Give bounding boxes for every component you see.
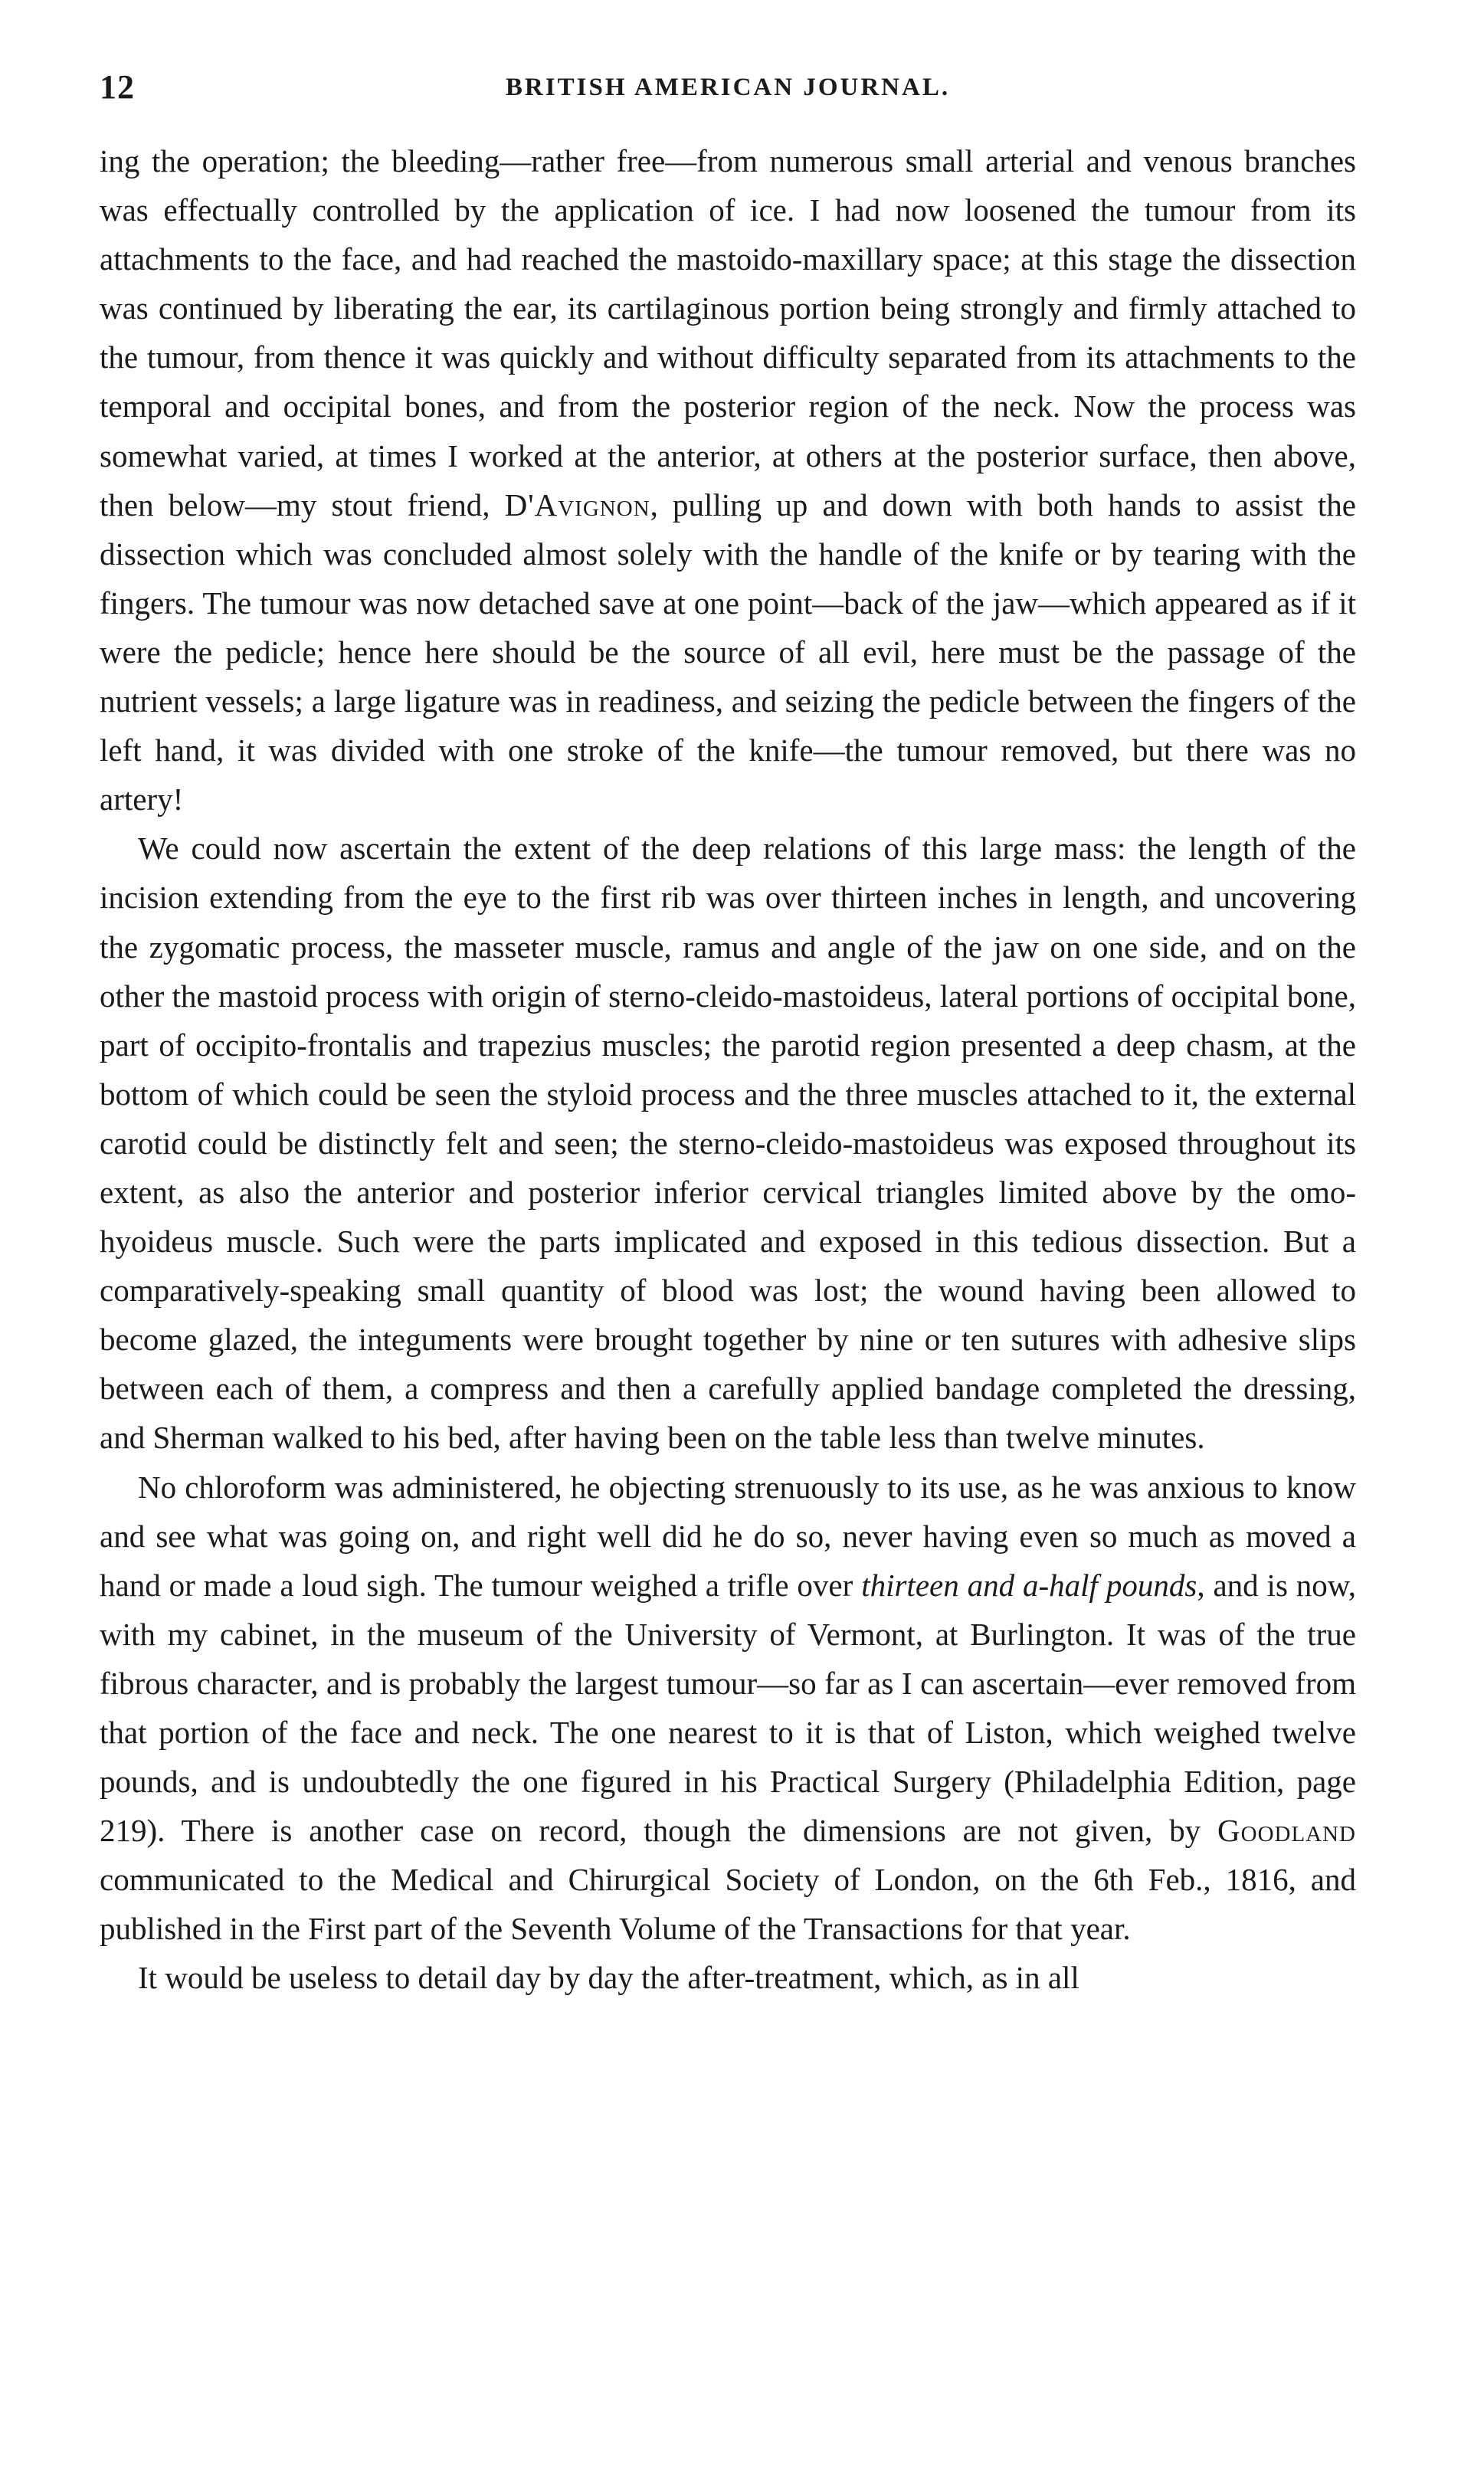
tumour-weight: thirteen and a-half pounds: [861, 1567, 1197, 1603]
text-segment: It would be useless to detail day by day the after-treatment, which, as in all: [138, 1960, 1079, 1996]
paragraph-chloroform: [100, 1463, 1356, 1954]
text-segment: , and is now, with my cabinet, in the museum of the University of Vermont, at Burlington. It was of the true fibrous character, and is probably the largest tumour—so far as I can ascertain—ever removed from that portion of the face and neck. The one nearest to it is that of Liston, which weighed twelve pounds, and is undoubtedly the one figured in his Practical Surgery (Philadelphia Edition, page 219). There is another case on record, though the dimensions are not given, by: [100, 1567, 1357, 1849]
article-body: [100, 136, 1356, 2003]
paragraph-operation: [100, 136, 1356, 824]
paragraph-after-treatment: [100, 1953, 1356, 2002]
paragraph-deep-relations: [100, 824, 1356, 1462]
text-segment: communicated to the Medical and Chirurgical Society of London, on the 6th Feb., 1816, and published in the First part of the Seventh Volume of the Transactions for that year.: [100, 1862, 1356, 1947]
journal-title: BRITISH AMERICAN JOURNAL.: [505, 74, 951, 101]
page-number: 12: [100, 68, 135, 106]
surgeon-name-goodland: Goodland: [1217, 1813, 1356, 1849]
text-segment: We could now ascertain the extent of the deep relations of this large mass: the length of the incision extending from the eye to the first rib was over thirteen inches in length, and uncovering the zygomatic process, the masseter muscle, ramus and angle of the jaw on one side, and on the other the mastoid process with origin of sterno-cleido-mastoideus, lateral portions of occipital bone, part of occipito-frontalis and trapezius muscles; the parotid region presented a deep chasm, at the bottom of which could be seen the styloid process and the three muscles attached to it, the external carotid could be distinctly felt and seen; the sterno-cleido-mastoideus was exposed throughout its extent, as also the anterior and posterior inferior cervical triangles limited above by the omo-hyoideus muscle. Such were the parts implicated and exposed in this tedious dissection. But a comparatively-speaking small quantity of blood was lost; the wound having been allowed to become glazed, the integuments were brought together by nine or ten sutures with adhesive slips between each of them, a compress and then a carefully applied bandage completed the dressing, and Sherman walked to his bed, after having been on the table less than twelve minutes.: [100, 831, 1356, 1456]
running-head: [100, 67, 1356, 113]
surgeon-name-davignon: D'Avignon: [504, 487, 650, 523]
text-segment: , pulling up and down with both hands to assist the dissection which was concluded almost solely with the handle of the knife or by tearing with the fingers. The tumour was now detached save at one point—back of the jaw—which appeared as if it were the pedicle; hence here should be the source of all evil, here must be the passage of the nutrient vessels; a large ligature was in readiness, and seizing the pedicle between the fingers of the left hand, it was divided with one stroke of the knife—the tumour removed, but there was no artery!: [100, 487, 1356, 818]
text-segment: ing the operation; the bleeding—rather free—from numerous small arterial and venous branches was effectually controlled by the application of ice. I had now loosened the tumour from its attachments to the face, and had reached the mastoido-maxillary space; at this stage the dissection was continued by liberating the ear, its cartilaginous portion being strongly and firmly attached to the tumour, from thence it was quickly and without difficulty separated from its attachments to the temporal and occipital bones, and from the posterior region of the neck. Now the process was somewhat varied, at times I worked at the anterior, at others at the posterior surface, then above, then below—my stout friend,: [100, 143, 1356, 523]
text-segment: No chloroform was administered, he objecting strenuously to its use, as he was anxious to know and see what was going on, and right well did he do so, never having even so much as moved a hand or made a loud sigh. The tumour weighed a trifle over: [100, 1469, 1356, 1603]
